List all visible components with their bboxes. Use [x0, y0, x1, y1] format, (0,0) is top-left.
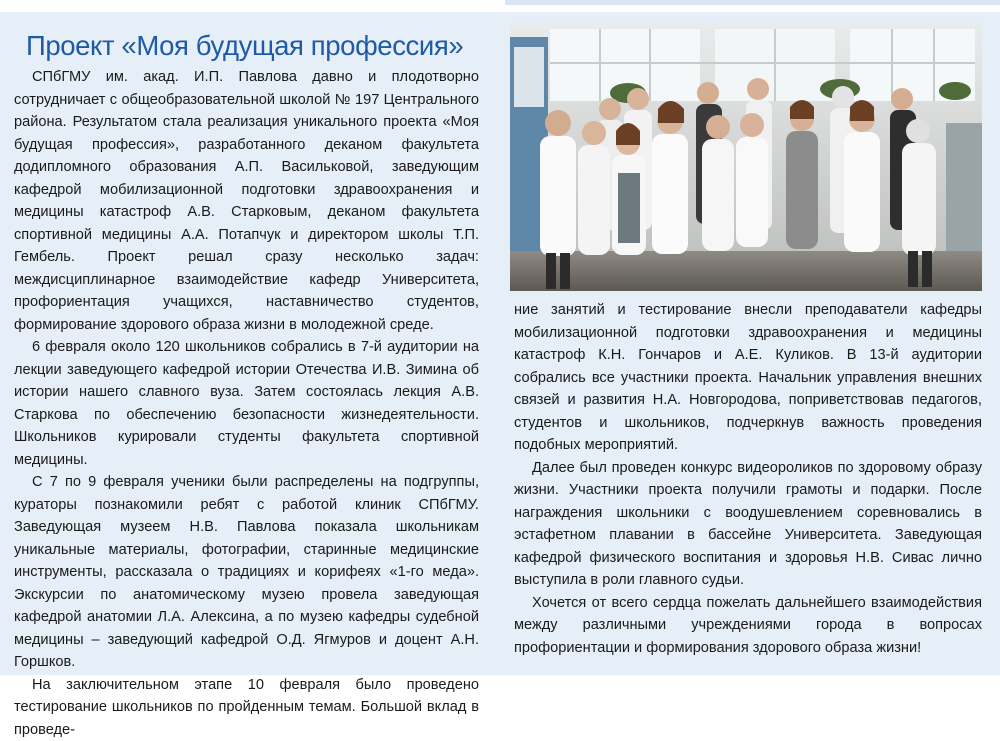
paragraph: Далее был проведен конкурс видеороликов по здоровому образу жизни. Участники проекта получили грамоты и подарки. После награждения школьники с воодушевлением соревновались в эстафетном плавании в бассейне Университета. Заведующая кафедрой физического воспитания и здоровья Н.В. Сивас лично выступила в роли главного судьи.: [514, 457, 982, 592]
paragraph: СПбГМУ им. акад. И.П. Павлова давно и плодотворно сотрудничает с общеобразовательной школой № 197 Центрального района. Результатом стала реализация уникального проекта «Моя будущая профессия», разработанного деканом факультета додипломного образования А.П. Васильковой, заведующим кафедрой мобилизационной подготовки здравоохранения и медицины катастроф А.В. Старковым, деканом факультета спортивной медицины А.А. Потапчук и директором школы Т.П. Гембель. Проект решал сразу несколько задач: междисциплинарное взаимодействие кафедр Университета, профориентация учащихся, наставничество студентов, формирование здорового образа жизни в молодежной среде.: [14, 66, 479, 336]
article-column-right: [514, 299, 982, 659]
top-decorative-strip: [505, 0, 1000, 5]
paragraph: С 7 по 9 февраля ученики были распределены на подгруппы, кураторы познакомили ребят с работой клиник СПбГМУ. Заведующая музеем Н.В. Павлова показала школьникам уникальные материалы, фотографии, старинные медицинские инструменты, рассказала о традициях и корифеях «1-го меда». Экскурсии по анатомическому музею провела заведующая кафедрой анатомии Л.А. Алексина, а по музею кафедры судебной медицины – заведующий кафедрой О.Д. Ягмуров и доцент А.Н. Горшков.: [14, 471, 479, 674]
group-photo: [510, 23, 982, 291]
paragraph: 6 февраля около 120 школьников собрались в 7-й аудитории на лекции заведующего кафедрой истории Отечества И.В. Зимина об истории нашего славного вуза. Затем состоялась лекция А.В. Старкова по обеспечению безопасности жизнедеятельности. Школьников курировали студенты факультета спортивной медицины.: [14, 336, 479, 471]
article-column-left: [14, 66, 479, 741]
paragraph: Хочется от всего сердца пожелать дальнейшего взаимодействия между различными учреждениями города в вопросах профориентации и формирования здорового образа жизни!: [514, 592, 982, 660]
paragraph-continued: ние занятий и тестирование внесли преподаватели кафедры мобилизационной подготовки здравоохранения и медицины катастроф К.Н. Гончаров и А.Е. Куликов. В 13-й аудитории собрались все участники проекта. Начальник управления внешних связей и развития Н.А. Новгородова, поприветствовав педагогов, студентов и школьников, подчеркнув важность проведения подобных мероприятий.: [514, 299, 982, 457]
article-title: Проект «Моя будущая профессия»: [26, 30, 463, 62]
paragraph: На заключительном этапе 10 февраля было проведено тестирование школьников по пройденным темам. Большой вклад в проведе-: [14, 674, 479, 741]
